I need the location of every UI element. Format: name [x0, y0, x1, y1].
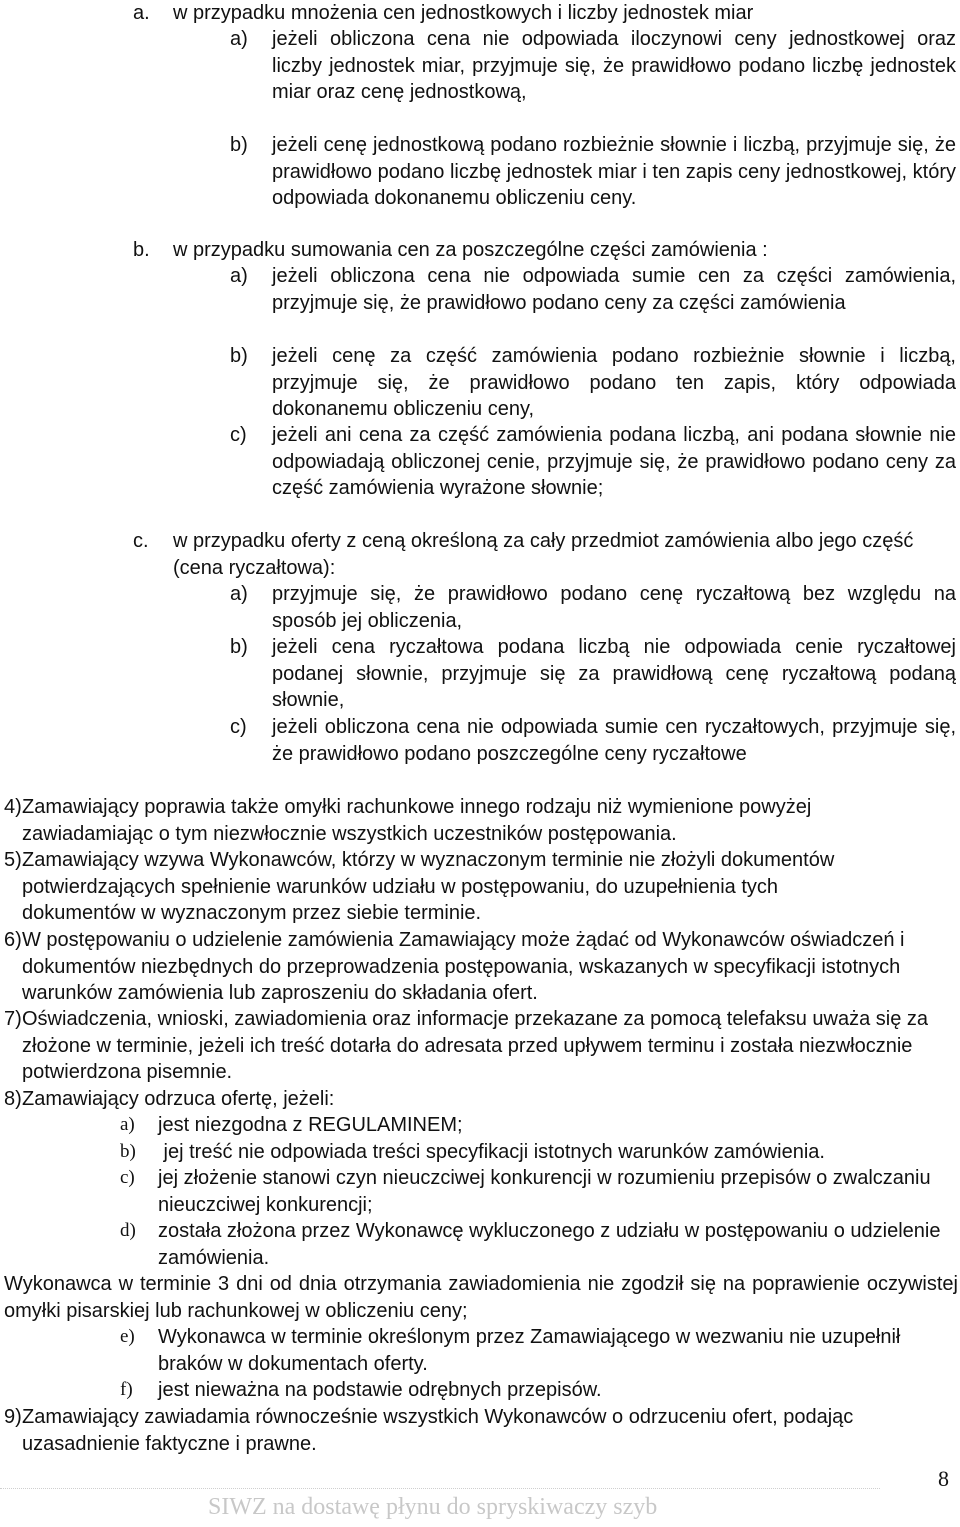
section-b-item-a	[230, 263, 956, 316]
point-text: Zamawiający zawiadamia równocześnie wszystkich Wykonawców o odrzuceniu ofert, podając uzasadnienie faktyczne i prawne.	[22, 1406, 854, 1455]
list-marker: a)	[230, 265, 248, 287]
section-a	[133, 0, 958, 27]
list-marker: a)	[230, 28, 248, 50]
list-marker: c)	[230, 716, 247, 738]
list-marker: f)	[120, 1379, 133, 1400]
section-a-item-a	[230, 26, 956, 106]
footer-divider	[0, 1488, 880, 1489]
point-marker: 5)	[4, 849, 22, 871]
reject-item-f	[120, 1377, 958, 1404]
list-item-text: jeżeli cena ryczałtowa podana liczbą nie odpowiada cenie ryczałtowej podanej słownie, przyjmuje się za prawidłową cenę ryczałtową podaną słownie,	[272, 636, 956, 711]
point-7	[4, 1006, 959, 1086]
section-a-item-b	[230, 132, 956, 212]
section-c-item-c	[230, 714, 956, 767]
list-item-text: jej treść nie odpowiada treści specyfikacji istotnych warunków zamówienia.	[158, 1141, 825, 1163]
list-marker: b)	[230, 134, 248, 156]
list-item-text: została złożona przez Wykonawcę wykluczonego z udziału w postępowaniu o udzielenie zamówienia.	[158, 1220, 941, 1269]
point-text: W postępowaniu o udzielenie zamówienia Zamawiający może żądać od Wykonawców oświadczeń i dokumentów niezbędnych do przeprowadzenia postępowania, wskazanych w specyfikacji istotnych warunków zamówienia lub zaproszeniu do składania ofert.	[22, 929, 905, 1004]
list-item-text: jeżeli cenę jednostkową podano rozbieżnie słownie i liczbą, przyjmuje się, że prawidłowo podano liczbę jednostek miar i ten zapis ceny jednostkowej, który odpowiada dokonanemu obliczeniu ceny.	[272, 134, 956, 209]
point-6	[4, 927, 959, 1007]
list-item-text: jeżeli obliczona cena nie odpowiada sumie cen ryczałtowych, przyjmuje się, że prawidłowo podano poszczególne ceny ryczałtowe	[272, 716, 956, 765]
section-b	[133, 237, 958, 264]
point-marker: 6)	[4, 929, 22, 951]
footer-title: SIWZ na dostawę płynu do spryskiwaczy szyb	[208, 1494, 658, 1520]
list-item-text: jest nieważna na podstawie odrębnych przepisów.	[158, 1379, 602, 1401]
point-4	[4, 794, 904, 847]
section-b-item-b	[230, 343, 956, 423]
point-text: Oświadczenia, wnioski, zawiadomienia oraz informacje przekazane za pomocą telefaksu uważa się za złożone w terminie, jeżeli ich treść dotarła do adresata przed upływem terminu i została niezwłocznie potwierdzona pisemnie.	[22, 1008, 928, 1083]
list-marker: a)	[230, 583, 248, 605]
reject-item-a	[120, 1112, 958, 1139]
list-marker: b)	[120, 1141, 136, 1162]
list-item-text: jeżeli ani cena za część zamówienia podana liczbą, ani podana słownie nie odpowiadają obliczonej cenie, przyjmuje się, że prawidłowo podano ceny za część zamówienia wyrażone słownie;	[272, 424, 956, 499]
section-c	[133, 528, 958, 581]
reject-item-d	[120, 1218, 958, 1271]
section-c-item-b	[230, 634, 956, 714]
point-text: Zamawiający wzywa Wykonawców, którzy w wyznaczonym terminie nie złożyli dokumentów potwierdzających spełnienie warunków udziału w postępowaniu, do uzupełnienia tych dokumentów w wyznaczonym przez siebie terminie.	[22, 849, 835, 924]
list-item-text: przyjmuje się, że prawidłowo podano cenę ryczałtową bez względu na sposób jej obliczenia,	[272, 583, 956, 632]
reject-item-b	[120, 1139, 958, 1166]
point-marker: 7)	[4, 1008, 22, 1030]
section-b-intro: w przypadku sumowania cen za poszczególne części zamówienia :	[173, 239, 768, 261]
point-8	[4, 1086, 904, 1113]
list-marker: c)	[120, 1167, 135, 1188]
list-marker: c)	[230, 424, 247, 446]
list-item-text: jest niezgodna z REGULAMINEM;	[158, 1114, 463, 1136]
point-marker: 8)	[4, 1088, 22, 1110]
point-9	[4, 1404, 939, 1457]
section-c-marker: c.	[133, 530, 149, 552]
page-number: 8	[938, 1466, 949, 1491]
reject-item-e	[120, 1324, 958, 1377]
list-marker: a)	[120, 1114, 135, 1135]
list-marker: d)	[120, 1220, 136, 1241]
point-text: Zamawiający odrzuca ofertę, jeżeli:	[22, 1088, 335, 1110]
section-c-intro: w przypadku oferty z ceną określoną za cały przedmiot zamówienia albo jego część (cena ryczałtowa):	[173, 530, 914, 579]
point-5	[4, 847, 884, 927]
list-marker: b)	[230, 345, 248, 367]
section-a-marker: a.	[133, 2, 150, 24]
list-item-text: jeżeli cenę za część zamówienia podano rozbieżnie słownie i liczbą, przyjmuje się, że prawidłowo podano ten zapis, który odpowiada dokonanemu obliczeniu ceny,	[272, 345, 956, 420]
section-b-item-c	[230, 422, 956, 502]
point-marker: 9)	[4, 1406, 22, 1428]
list-item-text: jeżeli obliczona cena nie odpowiada sumie cen za części zamówienia, przyjmuje się, że prawidłowo podano ceny za części zamówienia	[272, 265, 956, 314]
list-marker: e)	[120, 1326, 135, 1347]
list-item-text: jej złożenie stanowi czyn nieuczciwej konkurencji w rozumieniu przepisów o zwalczaniu nieuczciwej konkurencji;	[158, 1167, 931, 1216]
list-item-text: Wykonawca w terminie określonym przez Zamawiającego w wezwaniu nie uzupełnił braków w dokumentach oferty.	[158, 1326, 901, 1375]
reject-item-c	[120, 1165, 958, 1218]
list-item-text: jeżeli obliczona cena nie odpowiada iloczynowi ceny jednostkowej oraz liczby jednostek miar, przyjmuje się, że prawidłowo podano liczbę jednostek miar oraz cenę jednostkową,	[272, 28, 956, 103]
section-b-marker: b.	[133, 239, 150, 261]
point-marker: 4)	[4, 796, 22, 818]
list-marker: b)	[230, 636, 248, 658]
section-a-intro: w przypadku mnożenia cen jednostkowych i liczby jednostek miar	[173, 2, 754, 24]
point-text: Zamawiający poprawia także omyłki rachunkowe innego rodzaju niż wymienione powyżej zawiadamiając o tym niezwłocznie wszystkich uczestników postępowania.	[22, 796, 812, 845]
interlude-paragraph: Wykonawca w terminie 3 dni od dnia otrzymania zawiadomienia nie zgodził się na poprawienie oczywistej omyłki pisarskiej lub rachunkowej w obliczeniu ceny;	[4, 1273, 958, 1322]
section-c-item-a	[230, 581, 956, 634]
